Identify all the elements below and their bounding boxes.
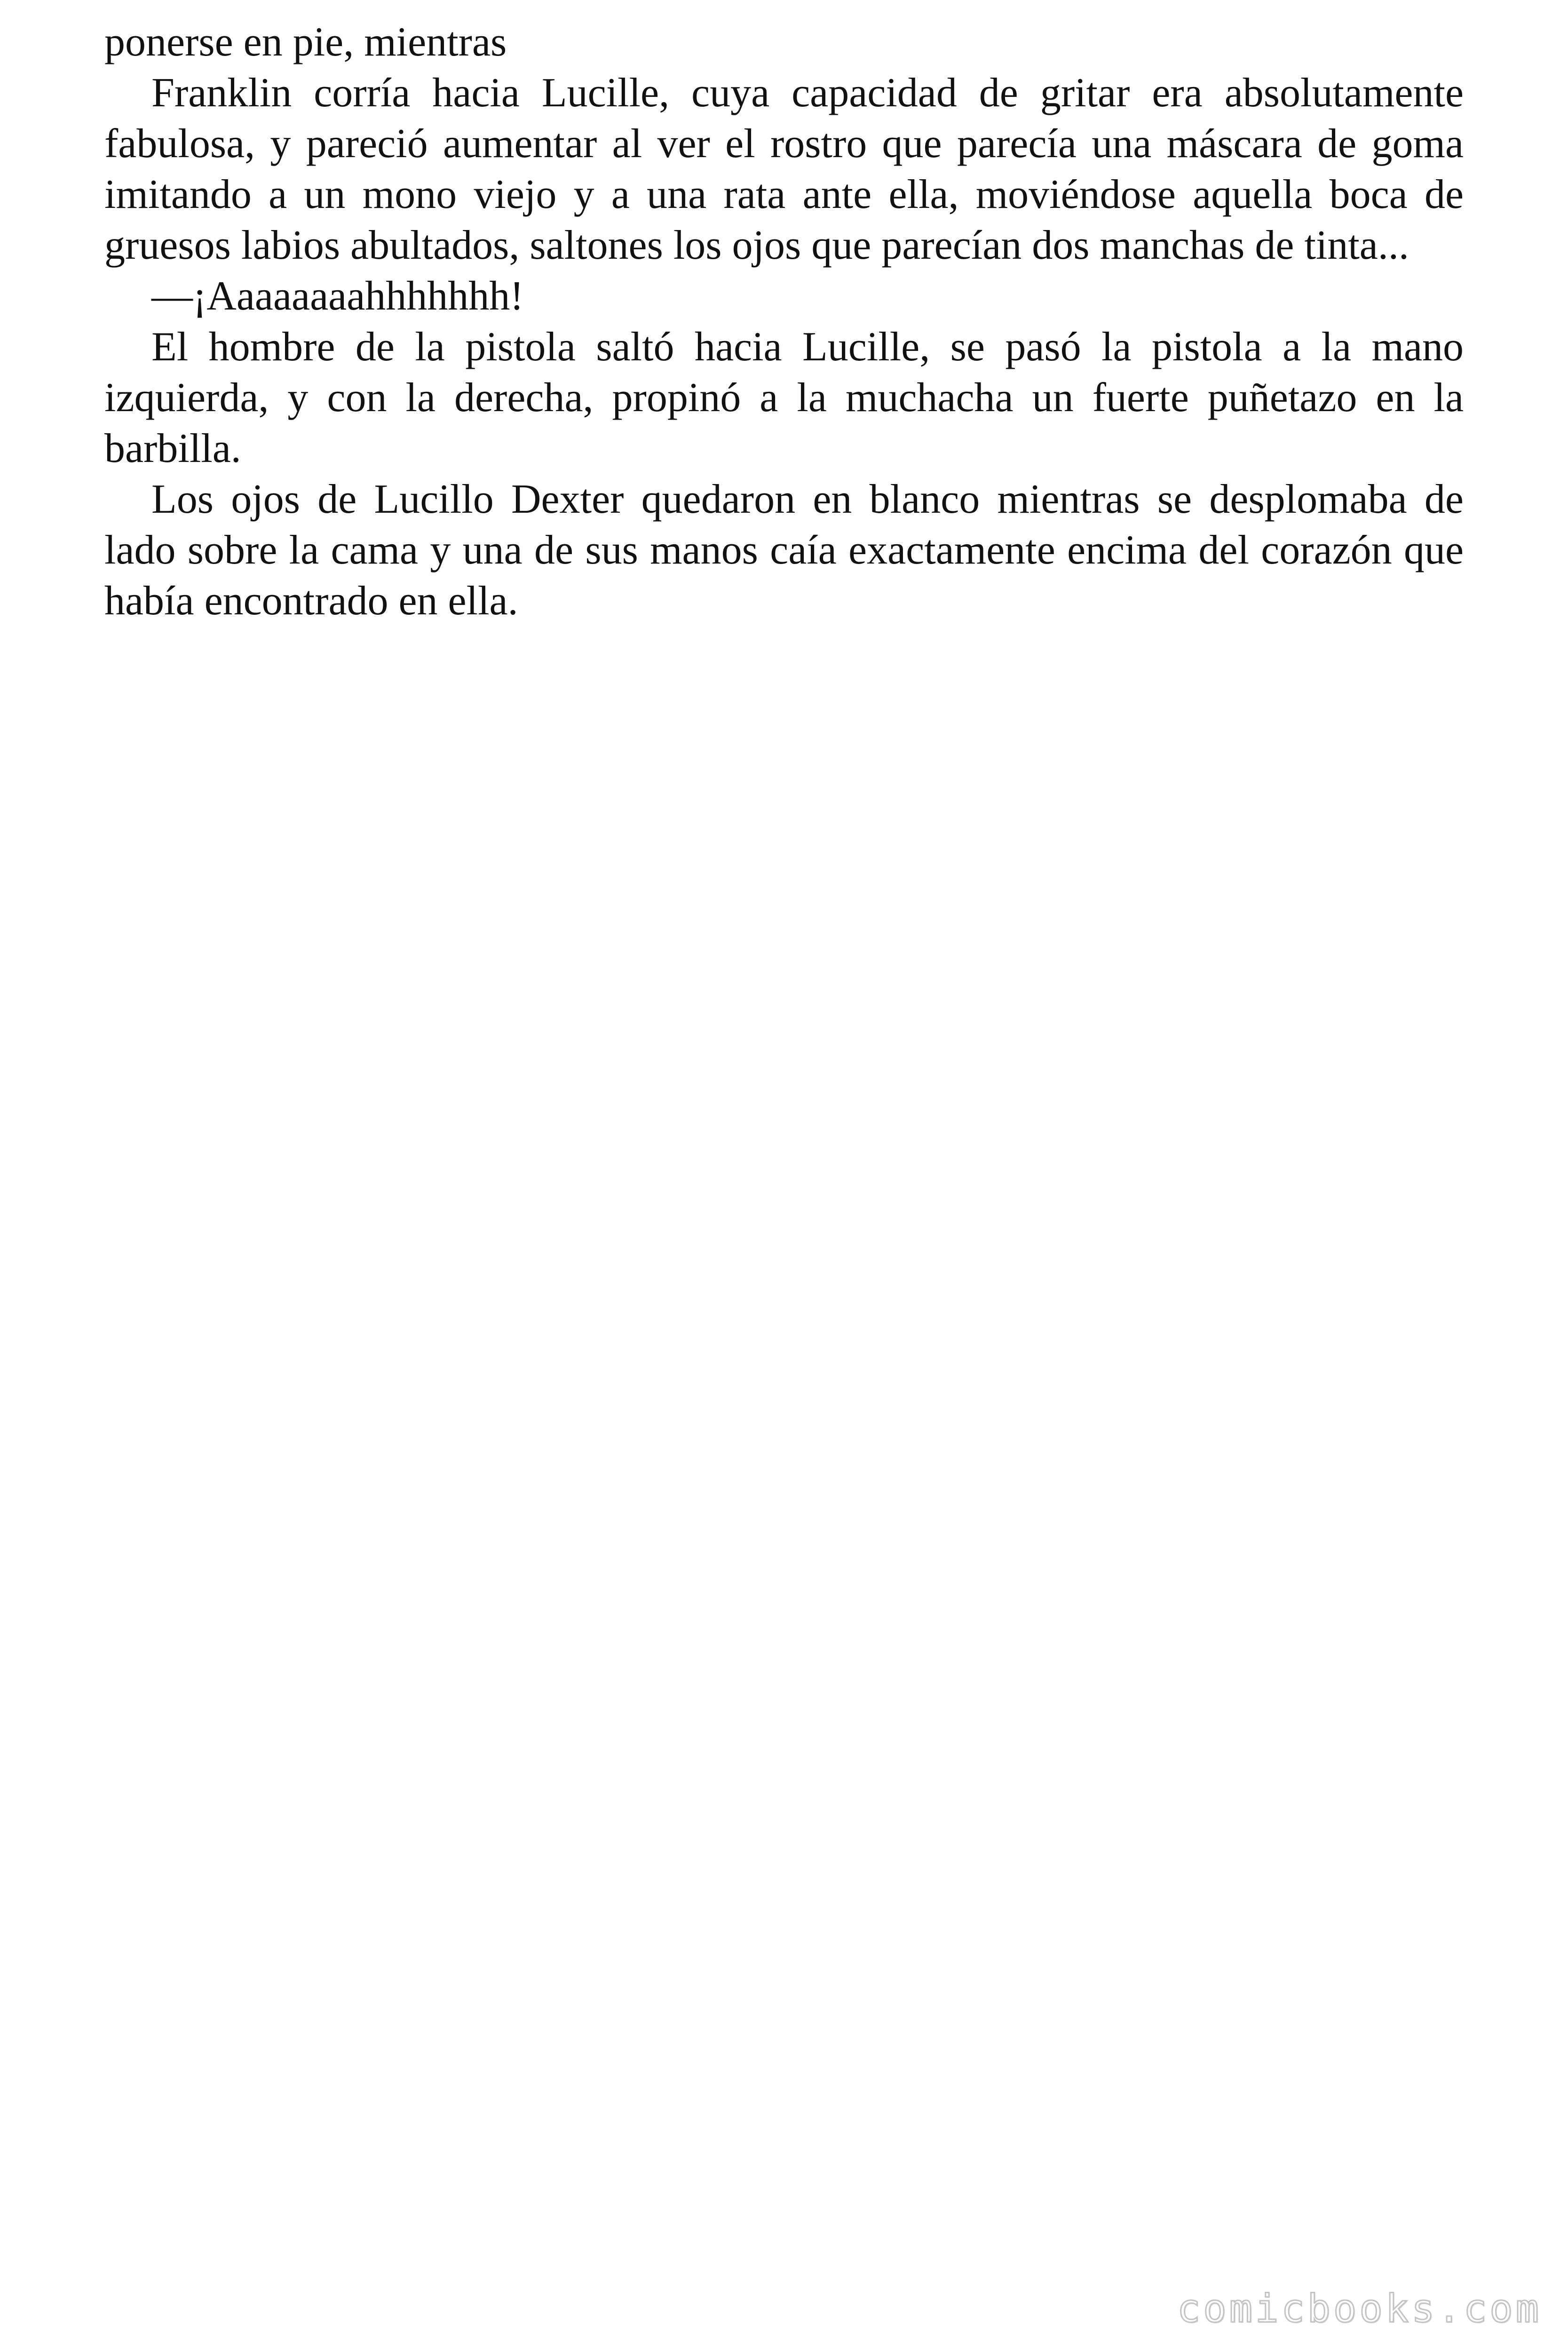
paragraph-scream: —¡Aaaaaaaahhhhhhh! — [151, 273, 524, 319]
paragraph-faint: Los ojos de Lucillo Dexter quedaron en blanco mientras se desplomaba de lado sobre la cama y una de sus manos caía exactamente encima del corazón que había encontrado en ella. — [104, 477, 1464, 624]
watermark-text: comicbooks.com — [1177, 2287, 1542, 2331]
paragraph-franklin: Franklin corría hacia Lucille, cuya capacidad de gritar era absolutamente fabulosa, y pareció aumentar al ver el rostro que parecía una máscara de goma imitando a un mono viejo y a una rata ante ella, moviéndose aquella boca de gruesos labios abultados, saltones los ojos que parecían dos manchas de tinta... — [104, 70, 1464, 268]
paragraph-punch: El hombre de la pistola saltó hacia Lucille, se pasó la pistola a la mano izquierda, y con la derecha, propinó a la muchacha un fuerte puñetazo en la barbilla. — [104, 324, 1464, 471]
paragraph-continuation: ponerse en pie, mientras — [104, 19, 507, 65]
page-body — [104, 17, 1464, 627]
